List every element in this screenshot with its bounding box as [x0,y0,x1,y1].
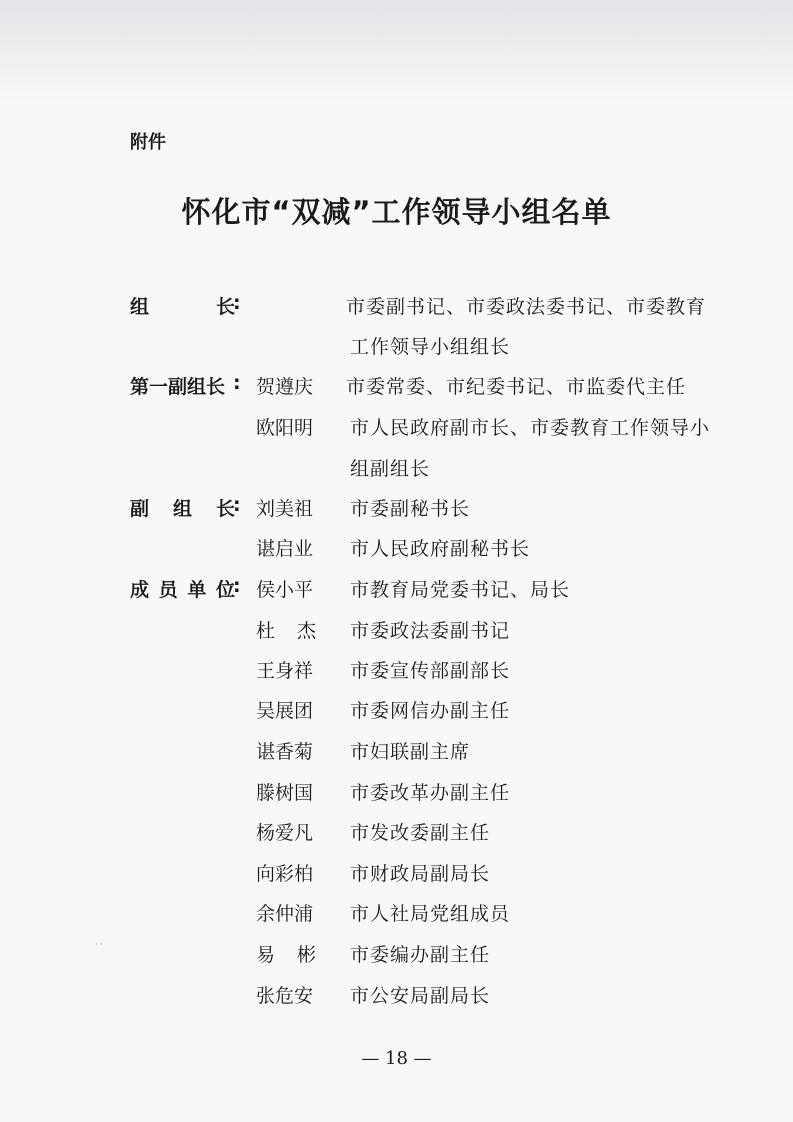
role-colon: : [233,494,241,516]
position-text: 市人民政府副秘书长 [350,538,531,560]
first-deputy-row [0,372,793,412]
attachment-label: 附件 [130,132,166,153]
person-name: 张危安 [256,985,314,1007]
role-char: 单 [187,579,207,601]
position-text: 市委网信办副主任 [350,700,511,722]
person-name: 王身祥 [256,660,314,682]
person-name [256,940,316,967]
name-char: 易 [256,944,276,966]
person-name: 谌香菊 [256,741,314,763]
name-char: 杜 [256,620,276,642]
role-char: 成 [130,579,150,601]
role-char: 组 [172,498,192,520]
page-number: — 18 — [361,1048,432,1069]
deputy-row [0,494,793,534]
member-row [0,859,793,899]
scan-speck: · · [95,940,103,949]
role-colon: : [233,575,241,597]
role-colon: : [233,292,241,314]
role-char: 长 [215,498,235,520]
first-deputy-row-cont [0,454,793,494]
scan-shadow [0,0,793,100]
leader-row-cont [0,332,793,372]
role-members [130,575,235,602]
role-char: 组 [130,296,150,318]
role-char: 长 [215,296,235,318]
member-row [0,818,793,858]
role-leader [130,292,235,319]
person-name: 贺遵庆 [256,376,314,398]
position-text: 组副组长 [350,458,431,480]
member-row [0,981,793,1021]
deputy-row [0,534,793,574]
page-title: 怀化市“双减”工作领导小组名单 [181,195,612,229]
person-name: 向彩柏 [256,863,314,885]
person-name: 谌启业 [256,538,314,560]
member-row [0,656,793,696]
position-text: 市委改革办副主任 [350,782,511,804]
role-char: 副 [130,498,150,520]
member-row [0,899,793,939]
person-name: 余仲浦 [256,903,314,925]
member-row [0,940,793,980]
person-name: 滕树国 [256,782,314,804]
position-text: 市委编办副主任 [350,944,491,966]
role-colon: : [233,372,241,394]
position-text: 市教育局党委书记、局长 [350,579,571,601]
position-text: 市委副秘书长 [350,498,471,520]
member-row [0,616,793,656]
member-row [0,696,793,736]
name-char: 彬 [296,944,316,966]
person-name: 杨爱凡 [256,822,314,844]
member-row [0,737,793,777]
person-name [256,616,316,643]
position-text: 市委宣传部副部长 [350,660,511,682]
position-text: 市委常委、市纪委书记、市监委代主任 [346,376,687,398]
leader-row [0,292,793,332]
role-first-deputy: 第一副组长 [130,376,226,398]
position-text: 市人民政府副市长、市委教育工作领导小 [350,417,711,439]
role-char: 位 [215,579,235,601]
position-text: 工作领导小组组长 [350,336,511,358]
position-text: 市委政法委副书记 [350,620,511,642]
person-name: 欧阳明 [256,417,314,439]
person-name: 吴展团 [256,700,314,722]
person-name: 刘美祖 [256,498,314,520]
position-text: 市妇联副主席 [350,741,471,763]
position-text: 市财政局副局长 [350,863,491,885]
member-row [0,778,793,818]
role-char: 员 [158,579,178,601]
position-text: 市人社局党组成员 [350,903,511,925]
position-text: 市公安局副局长 [350,985,491,1007]
name-char: 杰 [296,620,316,642]
position-text: 市委副书记、市委政法委书记、市委教育 [346,296,707,318]
member-row [0,575,793,615]
first-deputy-row [0,413,793,453]
role-deputy [130,494,235,521]
position-text: 市发改委副主任 [350,822,491,844]
person-name: 侯小平 [256,579,314,601]
